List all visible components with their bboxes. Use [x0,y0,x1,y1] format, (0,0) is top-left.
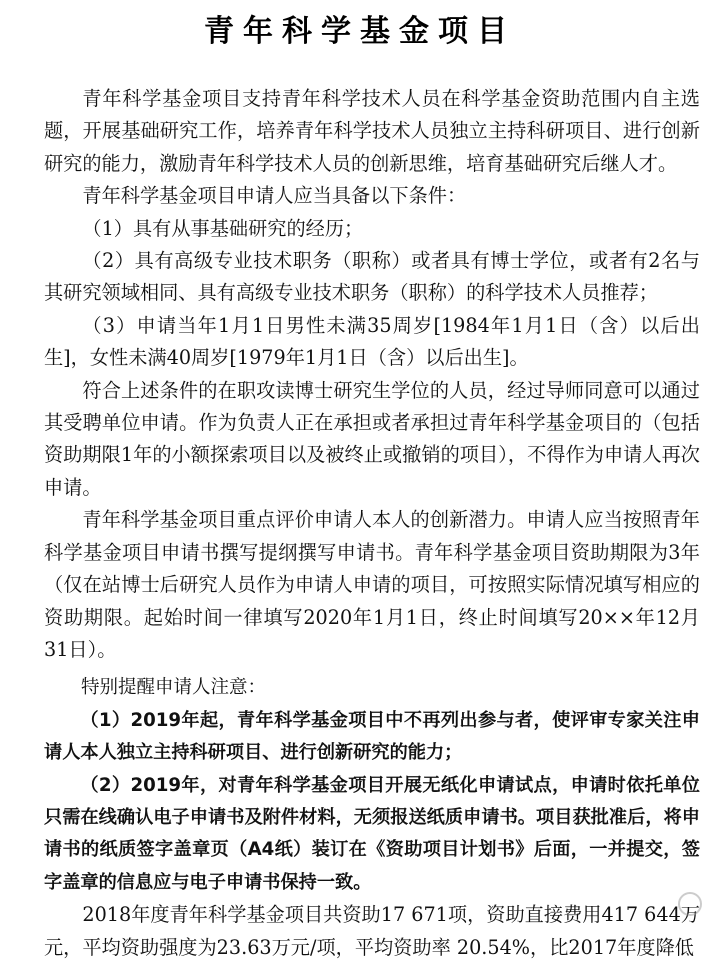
condition-item-2: （2）具有高级专业技术职务（职称）或者具有博士学位，或者有2名与其研究领域相同、具有高级专业技术职务（职称）的科学技术人员推荐； [44,249,700,305]
document-title: 青年科学基金项目 [204,14,516,49]
condition-item-1: （1）具有从事基础研究的经历； [82,216,364,240]
notice-item-2: （2）2019年，对青年科学基金项目开展无纸化申请试点，申请时依托单位只需在线确认电子申请书及附件材料，无须报送纸质申请书。项目获批准后，将申请书的纸质签字盖章页（A4纸）装订在《资助项目计划书》后面，一并提交，签字盖章的信息应与电子申请书保持一致。 [44,774,700,893]
watermark [678,892,702,916]
paragraph-conditions-heading: 青年科学基金项目申请人应当具备以下条件： [82,184,467,208]
condition-item-3: （3）申请当年1月1日男性未满35周岁[1984年1月1日（含）以后出生]，女性未满40周岁[1979年1月1日（含）以后出生]。 [44,313,700,370]
paragraph-intro: 青年科学基金项目支持青年科学技术人员在科学基金资助范围内自主选题，开展基础研究工作，培养青年科学技术人员独立主持科研项目、进行创新研究的能力，激励青年科学技术人员的创新思维，培育基础研究后继人才。 [44,87,700,175]
notice-heading: 特别提醒申请人注意： [81,677,267,699]
paragraph-evaluation: 青年科学基金项目重点评价申请人本人的创新潜力。申请人应当按照青年科学基金项目申请书撰写提纲撰写申请书。青年科学基金项目资助期限为3年（仅在站博士后研究人员作为申请人申请的项目，可按照实际情况填写相应的资助期限。起始时间一律填写2020年1月1日，终止时间填写20××年12月31日）。 [44,508,700,661]
paragraph-phd-students: 符合上述条件的在职攻读博士研究生学位的人员，经过导师同意可以通过其受聘单位申请。作为负责人正在承担或者承担过青年科学基金项目的（包括资助期限1年的小额探索项目以及被终止或撤销的项目），不得作为申请人再次申请。 [44,378,700,499]
watermark-logo-icon [678,892,702,916]
paragraph-2018-statistics: 2018年度青年科学基金项目共资助17 671项，资助直接费用417 644万元，平均资助强度为23.63万元/项，平均资助率 20.54%，比2017年度降低 [44,903,700,959]
document-body [44,83,700,964]
notice-item-1: （1）2019年起，青年科学基金项目中不再列出参与者，使评审专家关注申请人本人独立主持科研项目、进行创新研究的能力； [44,709,700,764]
